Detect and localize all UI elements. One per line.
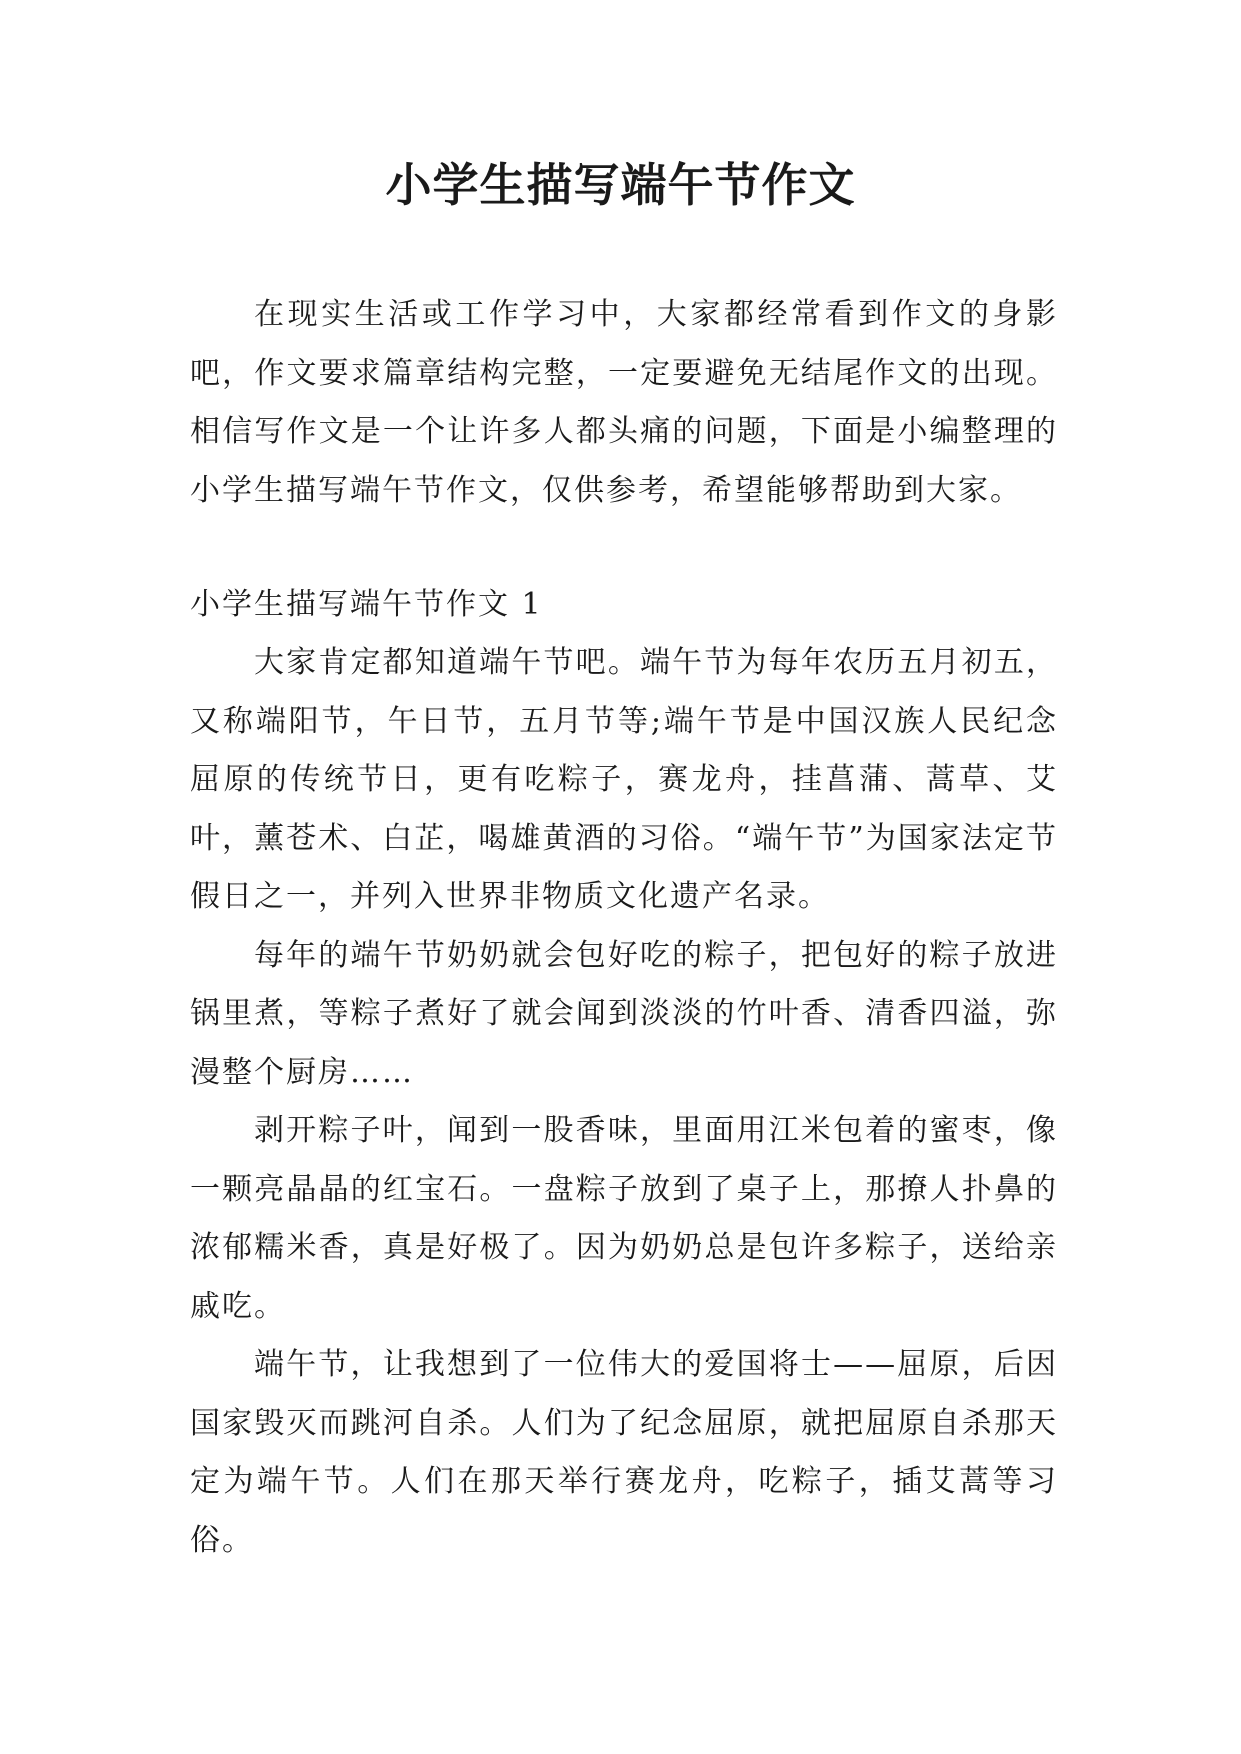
essay-paragraph: 端午节，让我想到了一位伟大的爱国将士——屈原，后因国家毁灭而跳河自杀。人们为了纪念屈原，就把屈原自杀那天定为端午节。人们在那天举行赛龙舟，吃粽子，插艾蒿等习俗。 [190,1347,1058,1558]
intro-paragraph: 在现实生活或工作学习中，大家都经常看到作文的身影吧，作文要求篇章结构完整，一定要避免无结尾作文的出现。相信写作文是一个让许多人都头痛的问题，下面是小编整理的小学生描写端午节作文，仅供参考，希望能够帮助到大家。 [190,297,1058,508]
section-title: 小学生描写端午节作文 1 [190,587,543,622]
essay-body [190,634,1058,1570]
document-title: 小学生描写端午节作文 [385,158,856,212]
intro-block [190,286,1058,520]
essay-paragraph: 剥开粽子叶，闻到一股香味，里面用江米包着的蜜枣，像一颗亮晶晶的红宝石。一盘粽子放到了桌子上，那撩人扑鼻的浓郁糯米香，真是好极了。因为奶奶总是包许多粽子，送给亲戚吃。 [190,1113,1058,1324]
essay-paragraph: 每年的端午节奶奶就会包好吃的粽子，把包好的粽子放进锅里煮，等粽子煮好了就会闻到淡淡的竹叶香、清香四溢，弥漫整个厨房…… [190,937,1058,1090]
essay-paragraph: 大家肯定都知道端午节吧。端午节为每年农历五月初五，又称端阳节，午日节，五月节等;端午节是中国汉族人民纪念屈原的传统节日，更有吃粽子，赛龙舟，挂菖蒲、蒿草、艾叶，薰苍术、白芷，喝雄黄酒的习俗。“端午节”为国家法定节假日之一，并列入世界非物质文化遗产名录。 [190,645,1058,914]
